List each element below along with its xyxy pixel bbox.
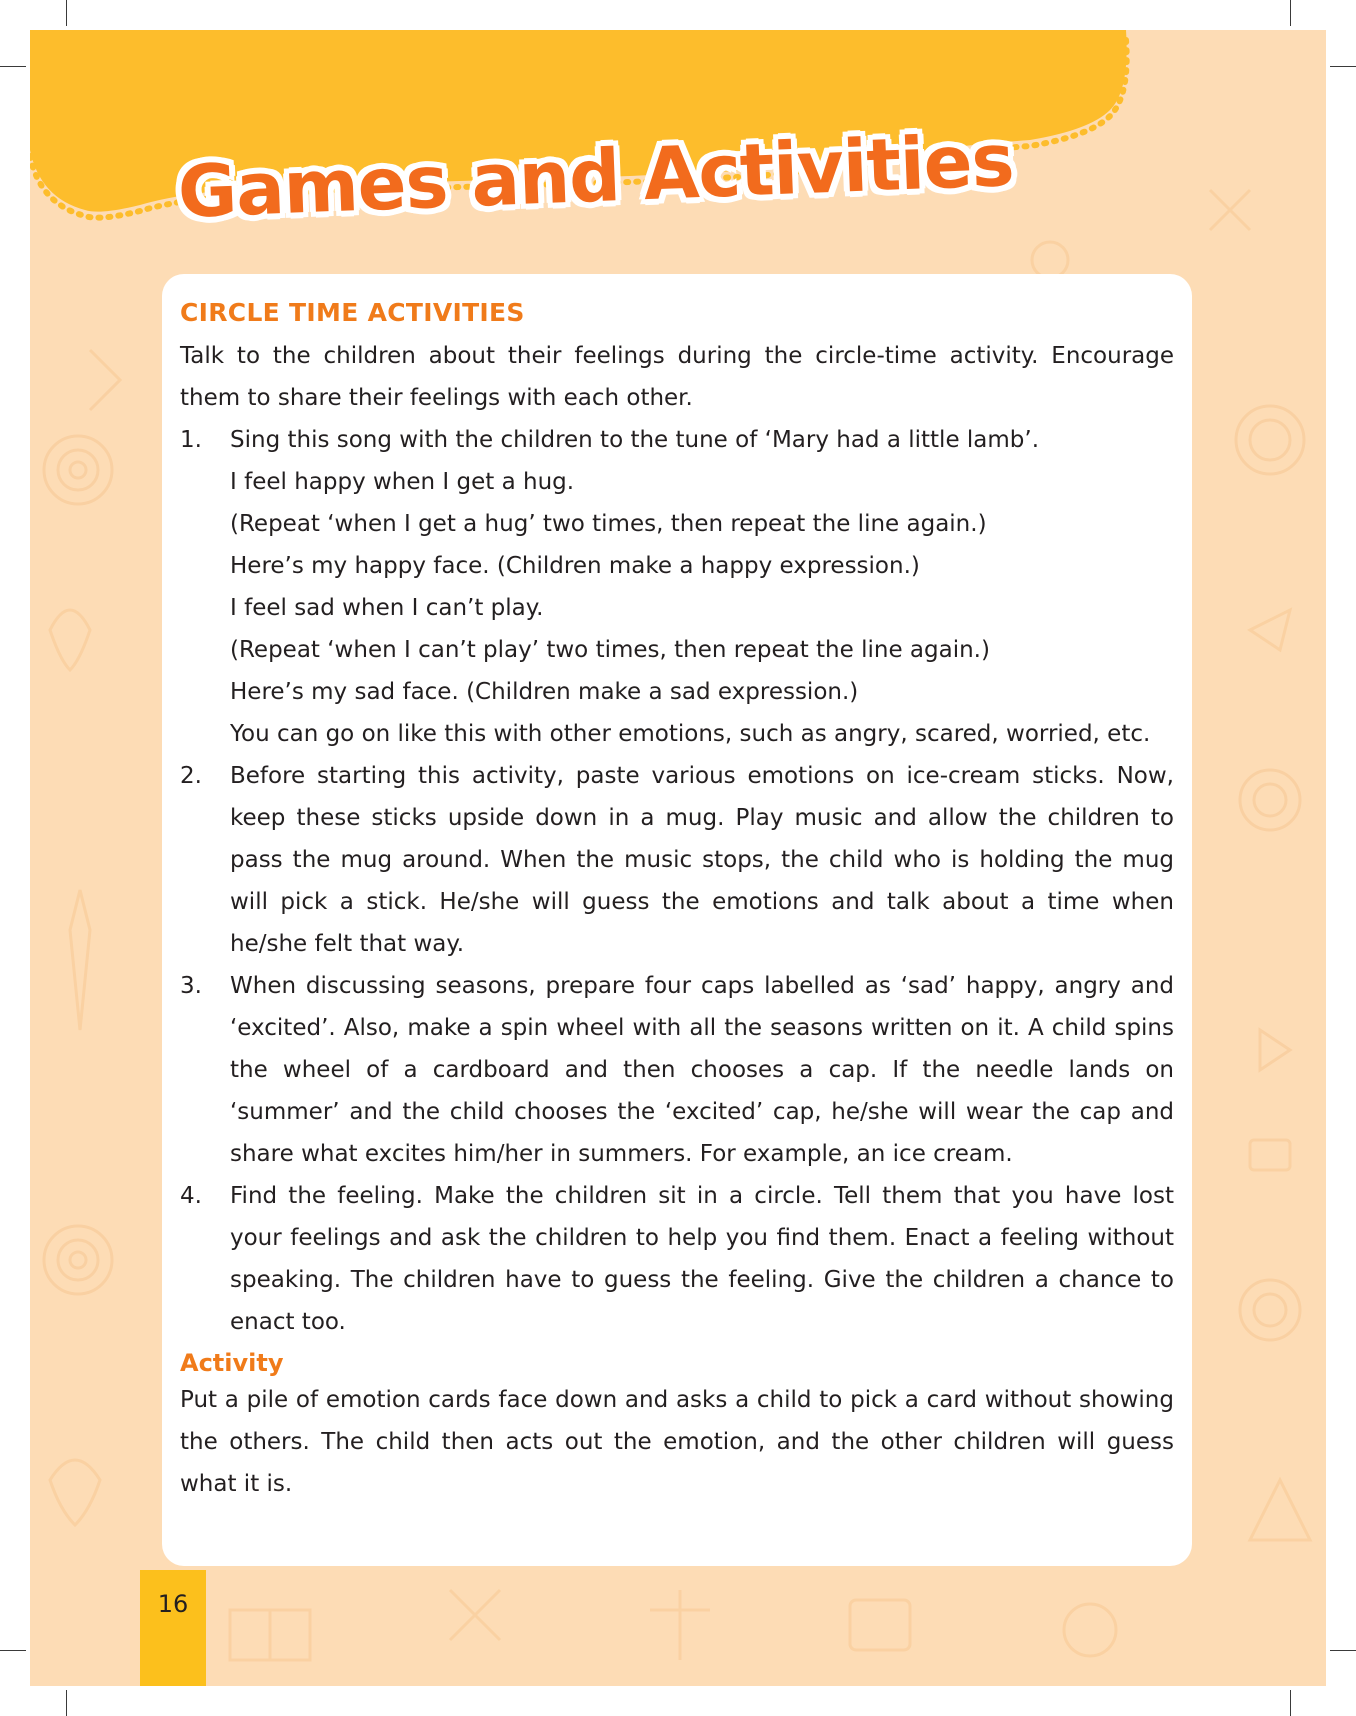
crop-mark (66, 1690, 67, 1716)
crop-mark (1330, 1650, 1356, 1651)
song-line: You can go on like this with other emotions, such as angry, scared, worried, etc. (230, 721, 1151, 747)
list-item (180, 1175, 1174, 1343)
page-title: Games and Activities (176, 117, 1015, 234)
song-line: Here’s my sad face. (Children make a sad expression.) (230, 679, 859, 705)
list-item-text: When discussing seasons, prepare four caps labelled as ‘sad’ happy, angry and ‘excited’. Also, make a spin wheel with all the seasons written on it. A child spins the wheel of a cardboard and then chooses a cap. If the needle lands on ‘summer’ and the child chooses the ‘excited’ cap, he/she will wear the cap and share what excites him/her in summers. For example, an ice cream. (230, 973, 1174, 1167)
list-number: 3. (180, 973, 202, 999)
list-number: 2. (180, 763, 202, 789)
crop-mark (1330, 66, 1356, 67)
song-line: Sing this song with the children to the tune of ‘Mary had a little lamb’. (230, 427, 1040, 453)
song-line: Here’s my happy face. (Children make a happy expression.) (230, 553, 920, 579)
song-line: (Repeat ‘when I can’t play’ two times, then repeat the line again.) (230, 637, 990, 663)
content-card (162, 274, 1192, 1566)
song-line: I feel happy when I get a hug. (230, 469, 575, 495)
list-item (180, 755, 1174, 965)
intro-paragraph: Talk to the children about their feelings during the circle-time activity. Encourage them to share their feelings with each other. (180, 343, 1174, 411)
list-number: 4. (180, 1183, 202, 1209)
song-line: (Repeat ‘when I get a hug’ two times, then repeat the line again.) (230, 511, 987, 537)
crop-mark (1290, 1690, 1291, 1716)
list-item (180, 419, 1174, 755)
crop-mark (66, 0, 67, 26)
crop-mark (0, 1650, 26, 1651)
crop-mark (1290, 0, 1291, 26)
list-item-text: Before starting this activity, paste various emotions on ice-cream sticks. Now, keep these sticks upside down in a mug. Play music and allow the children to pass the mug around. When the music stops, the child who is holding the mug will pick a stick. He/she will guess the emotions and talk about a time when he/she felt that way. (230, 763, 1174, 957)
page (30, 30, 1326, 1686)
activity-list (180, 419, 1174, 1343)
list-number: 1. (180, 427, 202, 453)
activity-paragraph: Put a pile of emotion cards face down and asks a child to pick a card without showing the others. The child then acts out the emotion, and the other children will guess what it is. (180, 1387, 1174, 1497)
song-line: I feel sad when I can’t play. (230, 595, 544, 621)
page-number: 16 (140, 1570, 206, 1686)
list-item (180, 965, 1174, 1175)
list-item-text: Find the feeling. Make the children sit in a circle. Tell them that you have lost your feelings and ask the children to help you find them. Enact a feeling without speaking. The children have to guess the feeling. Give the children a chance to enact too. (230, 1183, 1174, 1335)
section-heading: CIRCLE TIME ACTIVITIES (180, 298, 525, 327)
crop-mark (0, 66, 26, 67)
activity-heading: Activity (180, 1349, 284, 1377)
